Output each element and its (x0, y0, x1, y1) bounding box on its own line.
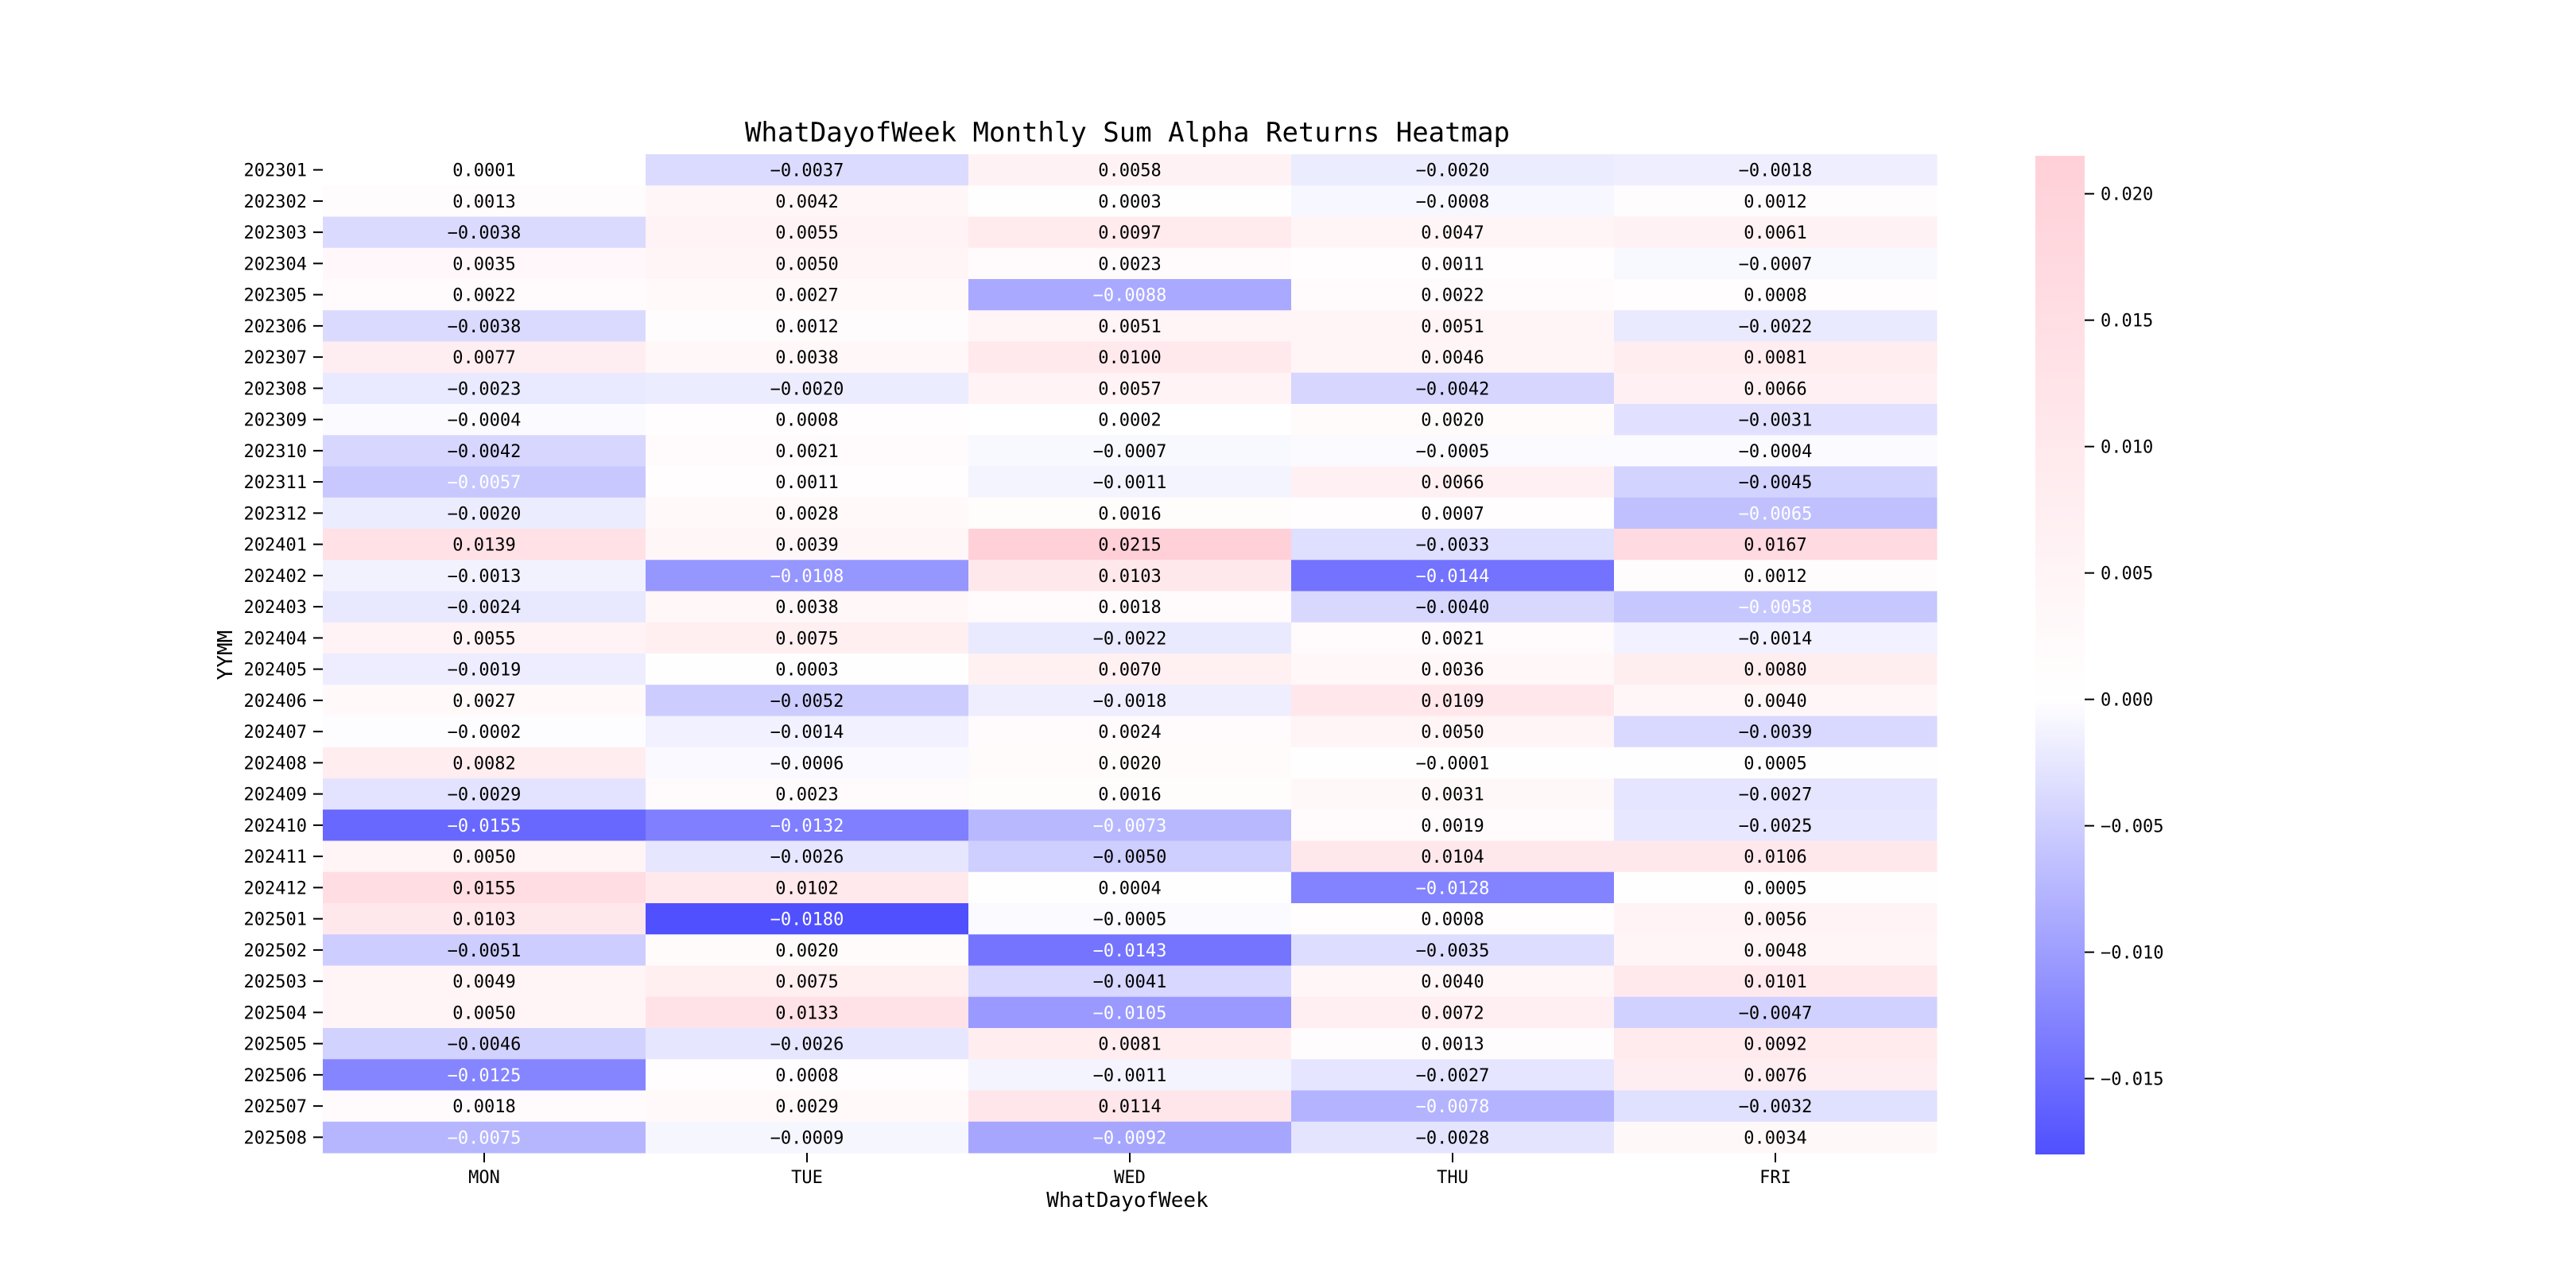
cell-value-label: −0.0007 (1738, 254, 1813, 275)
chart-title: WhatDayofWeek Monthly Sum Alpha Returns Heatmap (744, 117, 1511, 149)
cell-value-label: −0.0026 (770, 848, 844, 868)
y-tick-label: 202301 (243, 161, 307, 181)
cell-value-label: 0.0046 (1421, 348, 1484, 369)
y-tick-label: 202504 (243, 1003, 307, 1024)
cell-value-label: 0.0008 (1421, 910, 1484, 930)
x-tick-label: THU (1437, 1168, 1468, 1188)
cell-value-label: 0.0012 (775, 316, 839, 337)
cell-value-label: −0.0024 (447, 598, 522, 619)
cell-value-label: −0.0108 (770, 566, 844, 587)
cell-value-label: 0.0028 (775, 504, 839, 525)
cell-value-label: −0.0022 (1092, 629, 1167, 650)
cell-value-label: 0.0029 (775, 1097, 839, 1118)
y-tick-label: 202307 (243, 348, 307, 369)
colorbar-tick-label: 0.000 (2101, 690, 2154, 711)
cell-value-label: −0.0009 (770, 1128, 844, 1149)
cell-value-label: 0.0077 (452, 348, 516, 369)
cell-value-label: 0.0097 (1098, 223, 1162, 244)
cell-value-label: −0.0004 (447, 410, 522, 431)
cell-value-label: −0.0088 (1092, 285, 1167, 306)
cell-value-label: 0.0081 (1098, 1034, 1162, 1055)
colorbar (2035, 156, 2085, 1154)
y-tick-label: 202306 (243, 316, 307, 337)
cell-value-label: 0.0051 (1098, 316, 1162, 337)
colorbar-gradient (2035, 156, 2085, 1154)
cell-value-label: 0.0040 (1744, 691, 1807, 712)
cell-value-label: −0.0022 (1738, 316, 1813, 337)
y-tick-label: 202302 (243, 192, 307, 212)
cell-value-label: −0.0018 (1738, 161, 1813, 181)
cell-value-label: −0.0013 (447, 566, 522, 587)
cell-value-label: 0.0027 (452, 691, 516, 712)
y-tick-label: 202502 (243, 941, 307, 961)
cell-value-label: −0.0132 (770, 816, 844, 836)
cell-value-label: 0.0109 (1421, 691, 1484, 712)
cell-value-label: 0.0106 (1744, 848, 1807, 868)
cell-value-label: −0.0020 (447, 504, 522, 525)
cell-value-label: −0.0038 (447, 223, 522, 244)
cell-value-label: −0.0004 (1738, 441, 1813, 462)
cell-value-label: 0.0022 (1421, 285, 1484, 306)
cell-value-label: 0.0016 (1098, 504, 1162, 525)
cell-value-label: 0.0057 (1098, 379, 1162, 400)
cell-value-label: 0.0081 (1744, 348, 1807, 369)
y-axis-ticks (244, 161, 323, 1149)
cell-value-label: −0.0011 (1092, 1065, 1167, 1086)
cell-value-label: −0.0002 (447, 723, 522, 743)
cell-value-label: 0.0104 (1421, 848, 1484, 868)
cell-value-label: 0.0013 (452, 192, 516, 212)
cell-value-label: −0.0143 (1092, 941, 1167, 961)
x-axis-ticks (468, 1153, 1791, 1188)
cell-value-label: −0.0035 (1415, 941, 1490, 961)
cell-value-label: 0.0049 (452, 972, 516, 993)
cell-value-label: 0.0018 (452, 1097, 516, 1118)
cell-value-label: 0.0005 (1744, 754, 1807, 774)
colorbar-tick-label: −0.010 (2101, 943, 2164, 964)
cell-value-label: 0.0092 (1744, 1034, 1807, 1055)
y-tick-label: 202408 (243, 754, 307, 774)
y-tick-label: 202508 (243, 1128, 307, 1149)
cell-value-label: 0.0061 (1744, 223, 1807, 244)
cell-value-label: −0.0125 (447, 1065, 522, 1086)
cell-value-label: 0.0082 (452, 754, 516, 774)
y-tick-label: 202312 (243, 504, 307, 525)
cell-value-label: 0.0036 (1421, 660, 1484, 681)
cell-value-label: −0.0027 (1738, 785, 1813, 805)
cell-value-label: −0.0019 (447, 660, 522, 681)
cell-value-label: 0.0020 (775, 941, 839, 961)
cell-value-label: 0.0016 (1098, 785, 1162, 805)
cell-value-label: −0.0105 (1092, 1003, 1167, 1024)
x-tick-label: FRI (1759, 1168, 1791, 1188)
cell-value-label: −0.0073 (1092, 816, 1167, 836)
x-tick-label: MON (468, 1168, 500, 1188)
cell-value-label: 0.0031 (1421, 785, 1484, 805)
cell-value-label: −0.0008 (1415, 192, 1490, 212)
cell-value-label: −0.0032 (1738, 1097, 1813, 1118)
y-tick-label: 202303 (243, 223, 307, 244)
cell-value-label: 0.0038 (775, 598, 839, 619)
cell-value-label: −0.0057 (447, 473, 522, 494)
cell-value-label: 0.0007 (1421, 504, 1484, 525)
cell-value-label: −0.0027 (1415, 1065, 1490, 1086)
colorbar-tick-label: 0.010 (2101, 437, 2154, 458)
cell-value-label: 0.0022 (452, 285, 516, 306)
y-tick-label: 202503 (243, 972, 307, 993)
cell-value-label: −0.0040 (1415, 598, 1490, 619)
y-tick-label: 202404 (243, 629, 307, 650)
y-tick-label: 202505 (243, 1034, 307, 1055)
cell-value-label: −0.0155 (447, 816, 522, 836)
cell-value-label: −0.0001 (1415, 754, 1490, 774)
cell-value-label: −0.0180 (770, 910, 844, 930)
y-tick-label: 202411 (243, 848, 307, 868)
cell-value-label: 0.0066 (1421, 473, 1484, 494)
cell-value-label: 0.0048 (1744, 941, 1807, 961)
cell-value-label: −0.0020 (1415, 161, 1490, 181)
y-tick-label: 202506 (243, 1065, 307, 1086)
colorbar-tick-label: −0.005 (2101, 817, 2164, 837)
x-axis-label: WhatDayofWeek (1046, 1189, 1208, 1212)
cell-value-label: 0.0047 (1421, 223, 1484, 244)
cell-value-label: −0.0092 (1092, 1128, 1167, 1149)
cell-value-label: 0.0004 (1098, 879, 1162, 899)
cell-value-label: −0.0144 (1415, 566, 1490, 587)
cell-value-label: 0.0005 (1744, 879, 1807, 899)
y-tick-label: 202405 (243, 660, 307, 681)
cell-value-label: −0.0031 (1738, 410, 1813, 431)
y-tick-label: 202304 (243, 254, 307, 275)
y-tick-label: 202410 (243, 816, 307, 836)
cell-value-label: 0.0008 (775, 410, 839, 431)
cell-value-label: 0.0050 (775, 254, 839, 275)
cell-value-label: 0.0021 (775, 441, 839, 462)
cell-value-label: −0.0050 (1092, 848, 1167, 868)
cell-value-label: 0.0011 (1421, 254, 1484, 275)
colorbar-tick-label: −0.015 (2101, 1069, 2164, 1090)
cell-value-label: 0.0072 (1421, 1003, 1484, 1024)
cell-value-label: 0.0040 (1421, 972, 1484, 993)
cell-value-label: 0.0103 (1098, 566, 1162, 587)
cell-value-label: 0.0070 (1098, 660, 1162, 681)
cell-value-label: −0.0011 (1092, 473, 1167, 494)
y-tick-label: 202305 (243, 285, 307, 306)
cell-value-label: −0.0047 (1738, 1003, 1813, 1024)
cell-value-label: −0.0078 (1415, 1097, 1490, 1118)
cell-value-label: −0.0006 (770, 754, 844, 774)
cell-value-label: 0.0055 (775, 223, 839, 244)
cell-value-label: −0.0037 (770, 161, 844, 181)
cell-value-label: 0.0075 (775, 972, 839, 993)
cell-value-label: −0.0028 (1415, 1128, 1490, 1149)
cell-value-label: 0.0056 (1744, 910, 1807, 930)
cell-value-label: 0.0003 (775, 660, 839, 681)
cell-value-label: −0.0041 (1092, 972, 1167, 993)
cell-value-label: −0.0023 (447, 379, 522, 400)
cell-value-label: 0.0020 (1421, 410, 1484, 431)
cell-value-label: 0.0075 (775, 629, 839, 650)
cell-value-label: 0.0011 (775, 473, 839, 494)
cell-value-label: 0.0034 (1744, 1128, 1807, 1149)
y-tick-label: 202309 (243, 410, 307, 431)
cell-value-label: 0.0066 (1744, 379, 1807, 400)
colorbar-tick-label: 0.020 (2101, 184, 2154, 205)
colorbar-ticks (2085, 185, 2163, 1090)
y-axis-label: YYMM (214, 630, 238, 681)
cell-value-label: 0.0003 (1098, 192, 1162, 212)
cell-value-label: −0.0025 (1738, 816, 1813, 836)
y-tick-label: 202406 (243, 691, 307, 712)
cell-value-label: 0.0215 (1098, 535, 1162, 556)
cell-value-label: −0.0042 (447, 441, 522, 462)
cell-value-label: 0.0139 (452, 535, 516, 556)
y-tick-label: 202311 (243, 473, 307, 494)
cell-value-label: −0.0014 (1738, 629, 1813, 650)
cell-value-label: 0.0008 (1744, 285, 1807, 306)
cell-value-label: −0.0045 (1738, 473, 1813, 494)
y-tick-label: 202308 (243, 379, 307, 400)
cell-value-label: 0.0050 (452, 848, 516, 868)
cell-value-label: −0.0014 (770, 723, 844, 743)
cell-value-label: 0.0133 (775, 1003, 839, 1024)
cell-value-label: −0.0005 (1092, 910, 1167, 930)
cell-value-label: −0.0052 (770, 691, 844, 712)
y-tick-label: 202403 (243, 598, 307, 619)
heatmap-cells (323, 154, 1938, 1154)
cell-value-label: 0.0019 (1421, 816, 1484, 836)
cell-value-label: 0.0051 (1421, 316, 1484, 337)
cell-value-label: 0.0035 (452, 254, 516, 275)
y-tick-label: 202412 (243, 879, 307, 899)
cell-value-label: −0.0042 (1415, 379, 1490, 400)
cell-value-label: 0.0018 (1098, 598, 1162, 619)
cell-value-label: −0.0038 (447, 316, 522, 337)
cell-value-label: 0.0114 (1098, 1097, 1162, 1118)
cell-value-label: 0.0013 (1421, 1034, 1484, 1055)
cell-value-label: −0.0033 (1415, 535, 1490, 556)
cell-value-label: −0.0075 (447, 1128, 522, 1149)
y-tick-label: 202409 (243, 785, 307, 805)
cell-value-label: 0.0024 (1098, 723, 1162, 743)
cell-value-label: −0.0026 (770, 1034, 844, 1055)
y-tick-label: 202401 (243, 535, 307, 556)
y-tick-label: 202402 (243, 566, 307, 587)
cell-value-label: 0.0155 (452, 879, 516, 899)
cell-value-label: 0.0050 (1421, 723, 1484, 743)
colorbar-tick-label: 0.015 (2101, 311, 2154, 332)
cell-value-label: −0.0051 (447, 941, 522, 961)
cell-value-label: −0.0018 (1092, 691, 1167, 712)
cell-value-label: 0.0101 (1744, 972, 1807, 993)
cell-value-label: 0.0167 (1744, 535, 1807, 556)
cell-value-label: 0.0039 (775, 535, 839, 556)
cell-value-label: 0.0002 (1098, 410, 1162, 431)
cell-value-label: −0.0128 (1415, 879, 1490, 899)
colorbar-tick-label: 0.005 (2101, 564, 2154, 584)
cell-value-label: 0.0023 (775, 785, 839, 805)
cell-value-label: −0.0039 (1738, 723, 1813, 743)
cell-value-label: 0.0020 (1098, 754, 1162, 774)
cell-value-label: −0.0005 (1415, 441, 1490, 462)
cell-value-label: −0.0058 (1738, 598, 1813, 619)
cell-value-label: 0.0102 (775, 879, 839, 899)
cell-value-label: 0.0008 (775, 1065, 839, 1086)
cell-value-label: −0.0046 (447, 1034, 522, 1055)
cell-value-label: −0.0065 (1738, 504, 1813, 525)
cell-value-label: −0.0007 (1092, 441, 1167, 462)
cell-value-label: 0.0103 (452, 910, 516, 930)
cell-value-label: 0.0080 (1744, 660, 1807, 681)
cell-value-label: 0.0058 (1098, 161, 1162, 181)
cell-value-label: 0.0001 (452, 161, 516, 181)
cell-value-label: 0.0027 (775, 285, 839, 306)
cell-value-label: −0.0029 (447, 785, 522, 805)
cell-value-label: 0.0050 (452, 1003, 516, 1024)
cell-value-label: 0.0038 (775, 348, 839, 369)
y-tick-label: 202407 (243, 723, 307, 743)
cell-value-label: 0.0042 (775, 192, 839, 212)
cell-value-label: 0.0012 (1744, 566, 1807, 587)
cell-value-label: 0.0100 (1098, 348, 1162, 369)
cell-value-label: −0.0020 (770, 379, 844, 400)
cell-value-label: 0.0055 (452, 629, 516, 650)
x-tick-label: WED (1114, 1168, 1146, 1188)
cell-value-label: 0.0021 (1421, 629, 1484, 650)
x-tick-label: TUE (791, 1168, 823, 1188)
cell-value-label: 0.0023 (1098, 254, 1162, 275)
y-tick-label: 202501 (243, 910, 307, 930)
y-tick-label: 202310 (243, 441, 307, 462)
cell-value-label: 0.0076 (1744, 1065, 1807, 1086)
cell-value-label: 0.0012 (1744, 192, 1807, 212)
y-tick-label: 202507 (243, 1097, 307, 1118)
